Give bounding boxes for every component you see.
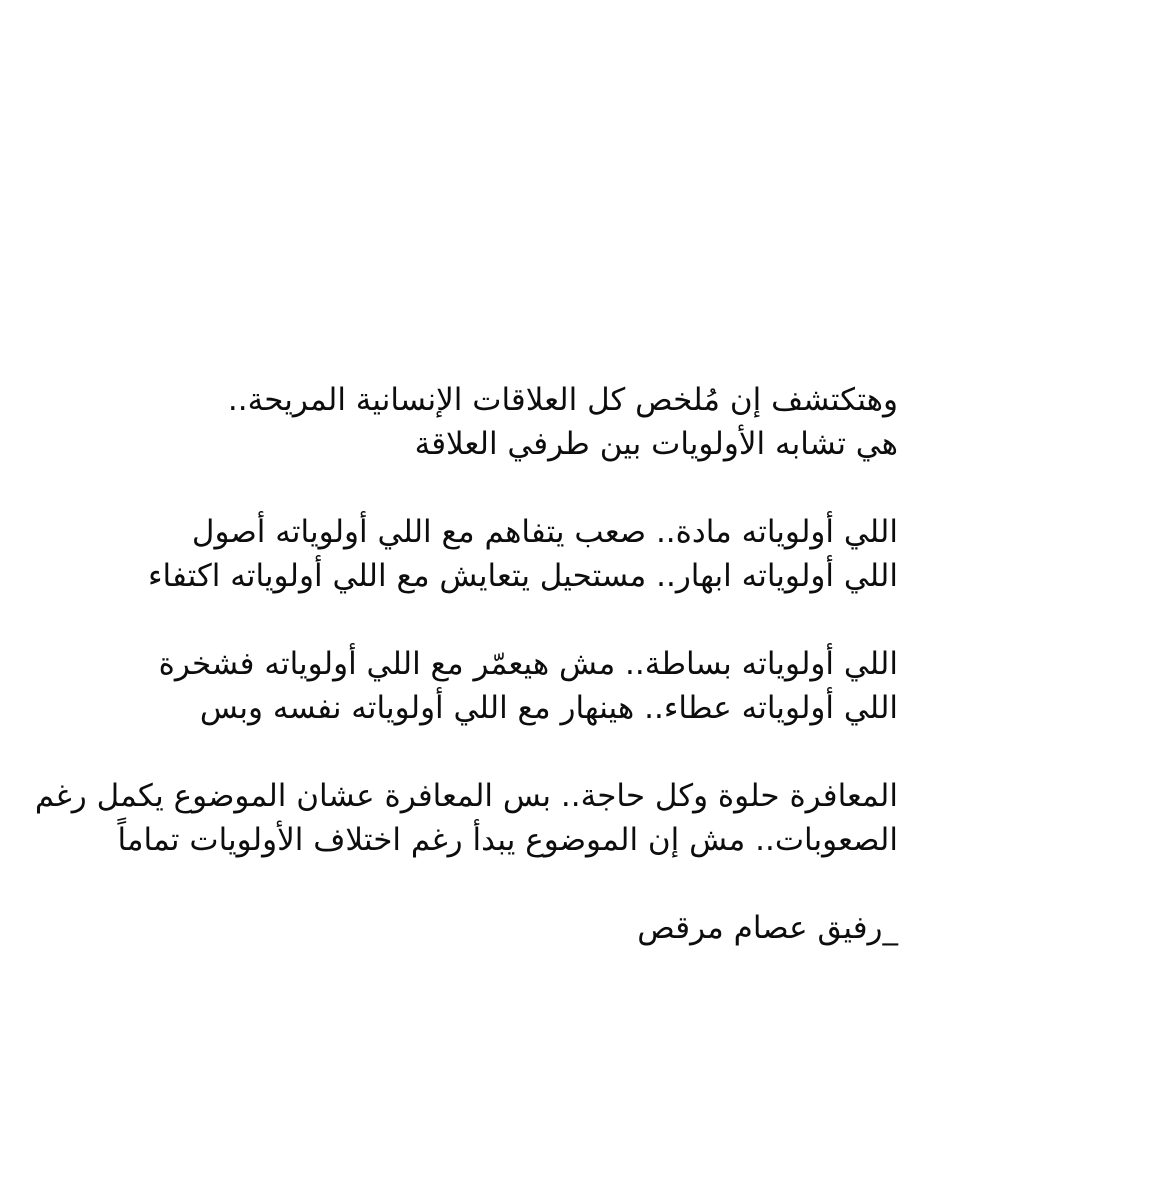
stanza-line: اللي أولوياته بساطة.. مش هيعمّر مع اللي أولوياته فشخرة bbox=[158, 646, 898, 682]
stanza-line: اللي أولوياته ابهار.. مستحيل يتعايش مع اللي أولوياته اكتفاء bbox=[147, 558, 898, 594]
stanza-line: وهتكتشف إن مُلخص كل العلاقات الإنسانية المريحة.. bbox=[227, 382, 898, 418]
stanza-line: المعافرة حلوة وكل حاجة.. بس المعافرة عشان الموضوع يكمل رغم bbox=[34, 778, 898, 814]
stanza-line: اللي أولوياته عطاء.. هينهار مع اللي أولوياته نفسه وبس bbox=[199, 690, 898, 726]
author-signature: _رفيق عصام مرقص bbox=[637, 910, 898, 946]
stanza-line: اللي أولوياته مادة.. صعب يتفاهم مع اللي أولوياته أصول bbox=[191, 514, 898, 550]
stanza-4 bbox=[34, 774, 898, 862]
stanza-line: هي تشابه الأولويات بين طرفي العلاقة bbox=[414, 426, 898, 462]
stanza-3 bbox=[158, 642, 898, 730]
stanza-2 bbox=[147, 510, 898, 598]
quote-text bbox=[34, 378, 898, 950]
stanza-1 bbox=[227, 378, 898, 466]
stanza-line: الصعوبات.. مش إن الموضوع يبدأ رغم اختلاف الأولويات تماماً bbox=[117, 822, 898, 858]
